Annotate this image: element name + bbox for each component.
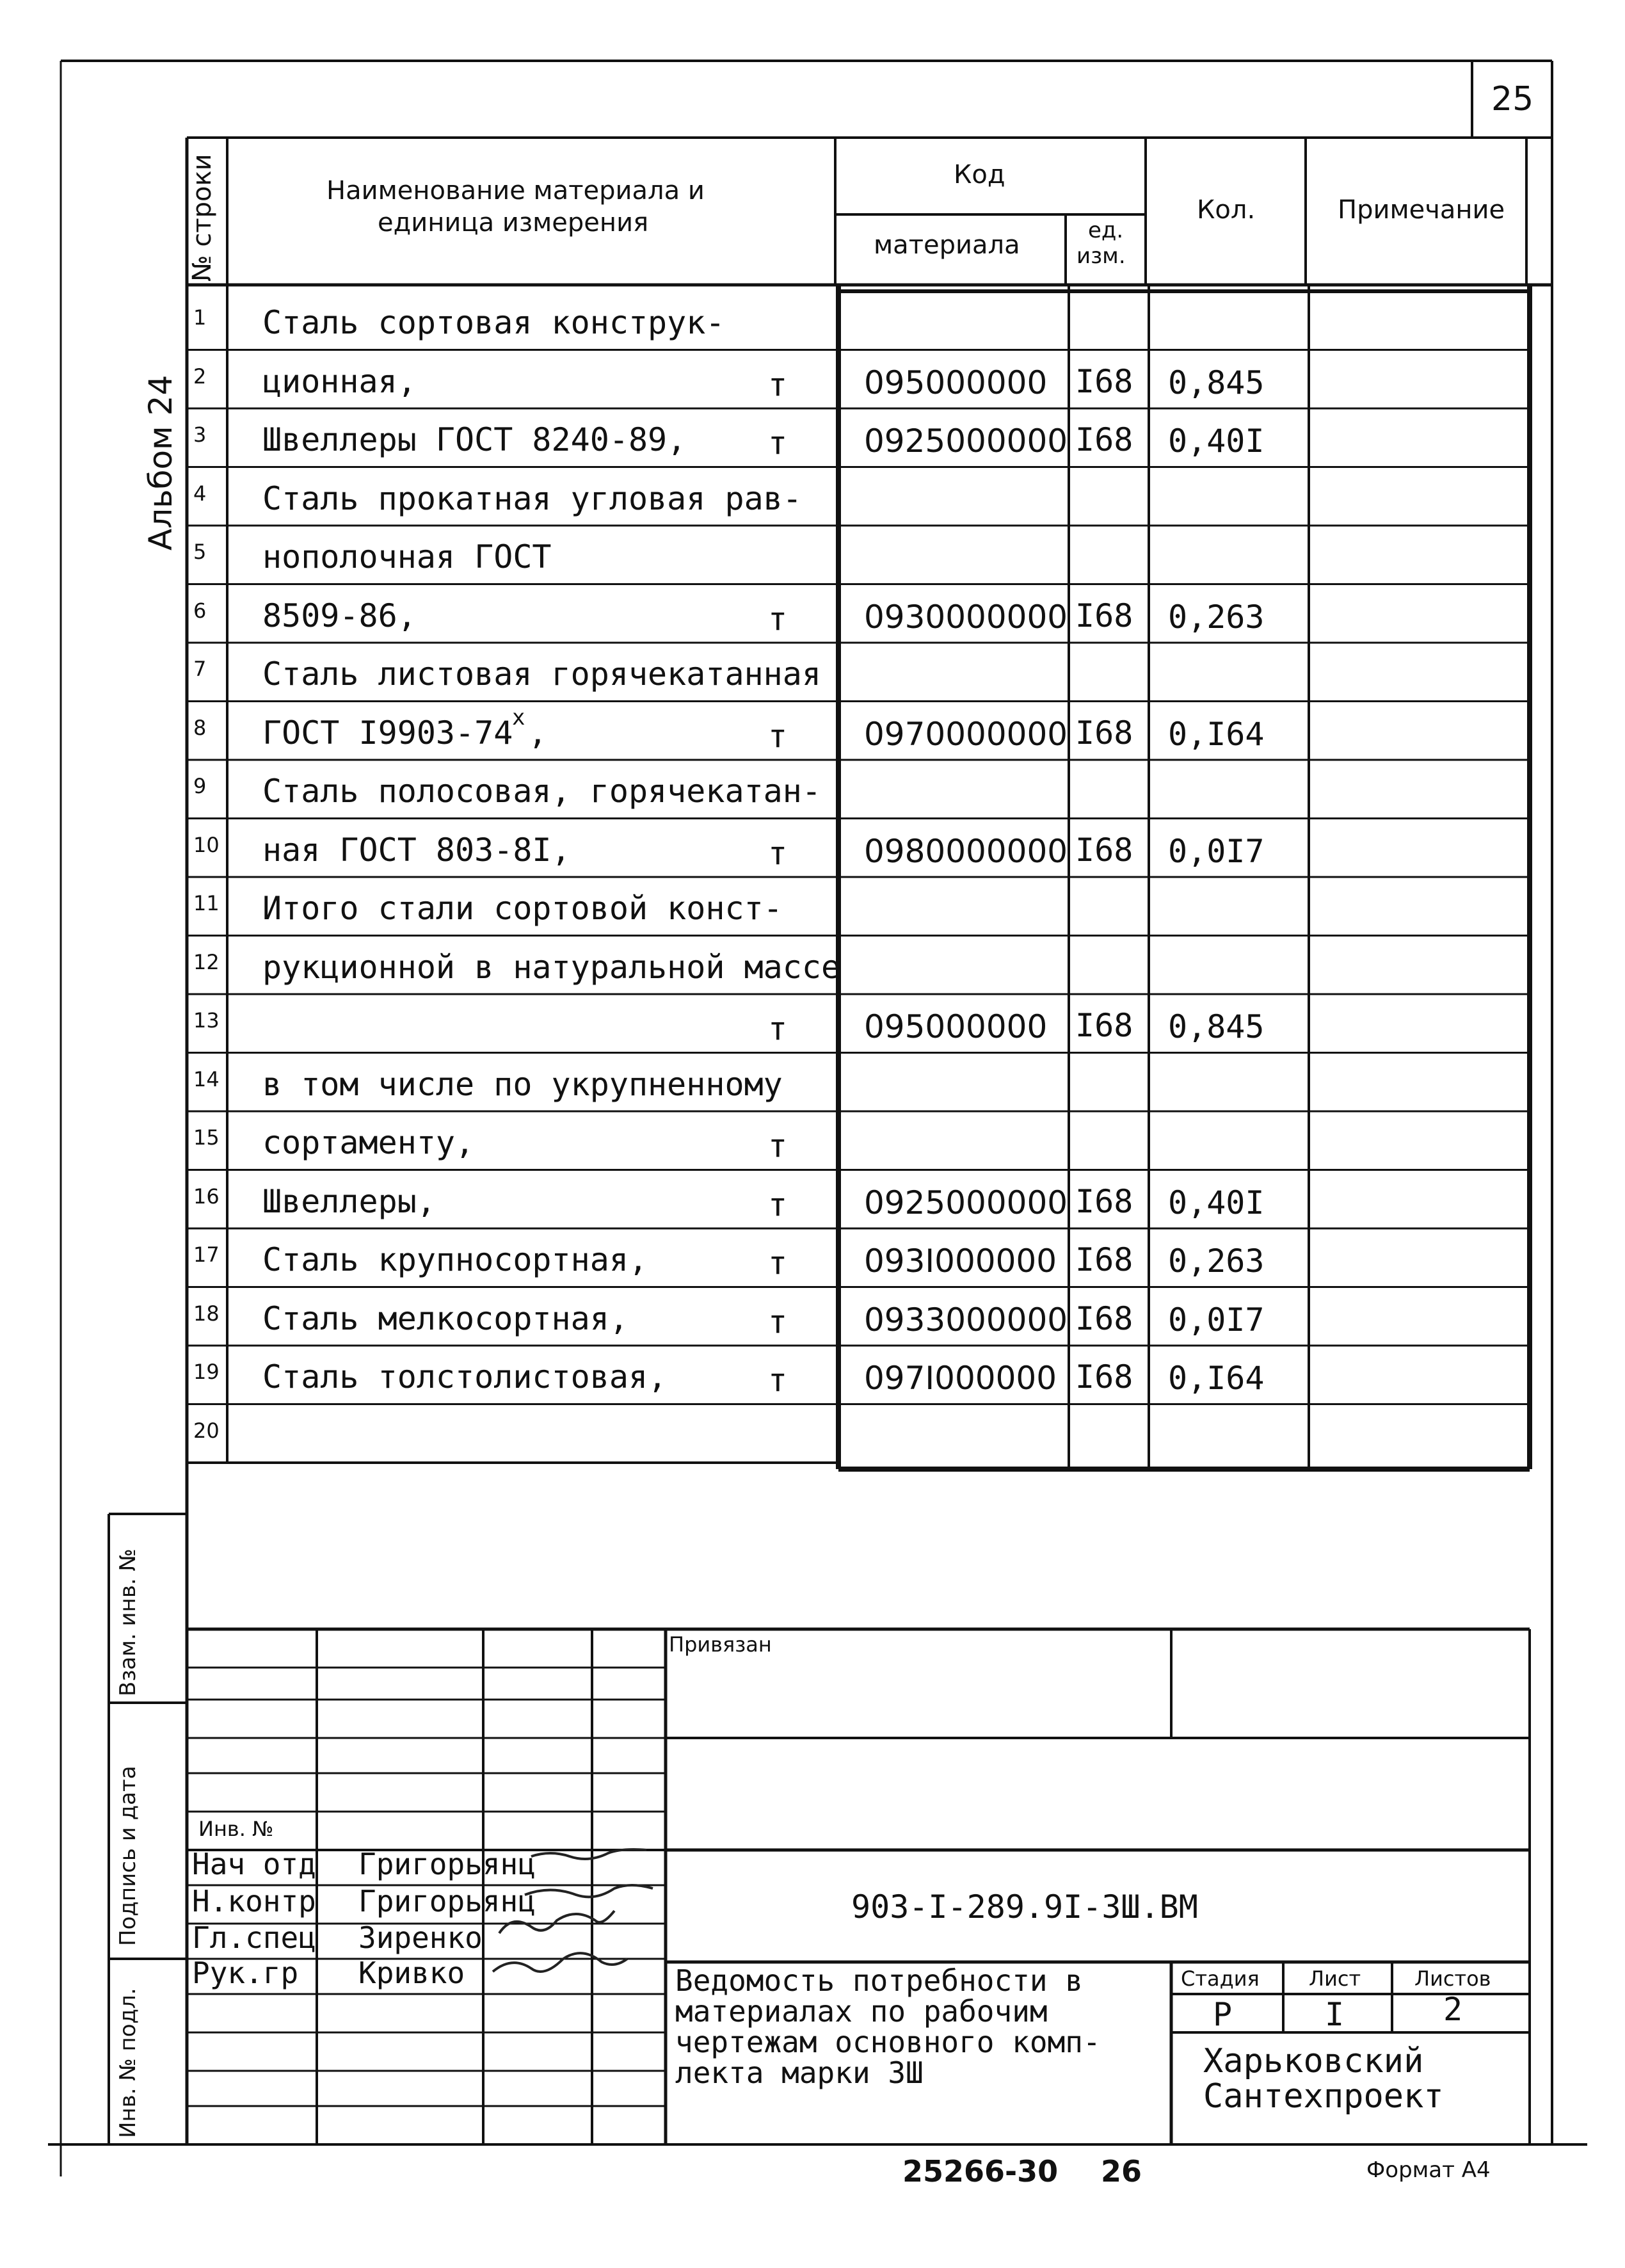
row-material-name: Сталь крупносортная, (262, 1241, 648, 1278)
row-number: 7 (193, 657, 207, 681)
signer-name: Григорьянц (358, 1847, 536, 1881)
row-quantity: 0,I64 (1168, 715, 1265, 753)
row-material-name: Сталь прокатная угловая рав- (262, 479, 802, 517)
signer-name: Кривко (358, 1956, 465, 1990)
row-quantity: 0,845 (1168, 1008, 1265, 1045)
document-title-line: материалах по рабочим (675, 1994, 1048, 2029)
document-title-line: чертежам основного комп- (675, 2025, 1101, 2059)
row-quantity: 0,40I (1168, 422, 1265, 460)
header-material-code: материала (874, 230, 1020, 260)
row-number: 6 (193, 598, 207, 623)
row-quantity: 0,40I (1168, 1184, 1265, 1221)
archive-number: 25266-30 (902, 2154, 1059, 2189)
row-number: 15 (193, 1125, 220, 1150)
row-uom-code: I68 (1075, 1299, 1133, 1337)
signer-role: Нач отд (192, 1847, 316, 1881)
header-note: Примечание (1338, 195, 1505, 225)
organization-line2: Сантехпроект (1203, 2077, 1444, 2116)
footer-page-number: 26 (1101, 2154, 1142, 2189)
row-unit: т (768, 600, 788, 638)
row-number: 3 (193, 422, 207, 447)
signer-name: Григорьянц (358, 1884, 536, 1918)
row-superscript: х (512, 704, 525, 730)
signer-name: Зиренко (358, 1920, 483, 1955)
row-number: 4 (193, 481, 207, 506)
row-number: 16 (193, 1184, 220, 1209)
stamp-inv-podl: Инв. № подл. (115, 1988, 141, 2138)
row-uom-code: I68 (1075, 597, 1133, 634)
document-code: 903-I-289.9I-3Ш.ВМ (851, 1888, 1198, 1926)
header-qty: Кол. (1197, 195, 1256, 225)
signer-role: Гл.спец (192, 1920, 316, 1955)
row-material-name: сортаменту, (262, 1124, 475, 1161)
row-number: 5 (193, 540, 207, 564)
row-number: 10 (193, 832, 220, 857)
sheet-value: I (1325, 1996, 1345, 2033)
row-uom-code: I68 (1075, 831, 1133, 869)
row-material-name: ционная, (262, 362, 417, 400)
row-superscript-tail: , (528, 714, 548, 752)
row-number: 14 (193, 1066, 220, 1091)
row-quantity: 0,263 (1168, 598, 1265, 636)
row-material-name: ГОСТ I9903-74 (262, 714, 513, 752)
row-material-name: Сталь мелкосортная, (262, 1299, 628, 1337)
row-material-code: 0933000000 (864, 1301, 1068, 1339)
row-number: 17 (193, 1243, 220, 1267)
row-material-name: Итого стали сортовой конст- (262, 890, 783, 927)
sheet-label: Лист (1309, 1966, 1361, 1991)
stage-value: Р (1213, 1996, 1233, 2033)
row-number: 18 (193, 1301, 220, 1326)
header-name-line2: единица измерения (378, 208, 649, 237)
row-material-name: Швеллеры ГОСТ 8240-89, (262, 421, 687, 458)
stamp-vzam: Взам. инв. № (115, 1548, 141, 1696)
row-unit: т (768, 366, 788, 403)
row-number: 11 (193, 891, 220, 915)
row-material-name: Сталь полосовая, горячекатан- (262, 773, 821, 810)
row-material-code: 095000000 (864, 1008, 1048, 1045)
row-quantity: 0,263 (1168, 1243, 1265, 1280)
row-number: 12 (193, 949, 220, 974)
row-material-name: рукционной в натуральной массе (262, 948, 841, 986)
row-number: 13 (193, 1008, 220, 1033)
row-uom-code: I68 (1075, 1241, 1133, 1278)
row-unit: т (768, 1127, 788, 1164)
row-unit: т (768, 1362, 788, 1399)
privyazan-label: Привязан (669, 1632, 772, 1657)
row-unit: т (768, 424, 788, 462)
row-material-code: 0925000000 (864, 1184, 1068, 1221)
row-uom-code: I68 (1075, 362, 1133, 400)
document-title-line: лекта марки 3Ш (675, 2055, 924, 2090)
sheets-value: 2 (1443, 1991, 1463, 2028)
row-unit: т (768, 1303, 788, 1340)
row-uom-code: I68 (1075, 714, 1133, 752)
sheets-label: Листов (1414, 1966, 1491, 1991)
row-unit: т (768, 1186, 788, 1223)
signer-role: Н.контр (192, 1884, 316, 1918)
row-material-code: 095000000 (864, 364, 1048, 401)
row-material-code: 0970000000 (864, 715, 1068, 753)
row-unit: т (768, 717, 788, 755)
row-material-code: 0930000000 (864, 598, 1068, 636)
row-unit: т (768, 834, 788, 872)
inv-no-label: Инв. № (198, 1817, 274, 1841)
row-uom-code: I68 (1075, 1182, 1133, 1220)
album-label: Альбом 24 (142, 374, 179, 551)
header-row-no: № строки (188, 154, 217, 282)
row-number: 2 (193, 364, 207, 389)
row-material-code: 0925000000 (864, 422, 1068, 460)
signer-role: Рук.гр (192, 1956, 299, 1990)
row-quantity: 0,845 (1168, 364, 1265, 401)
header-code: Код (954, 160, 1005, 189)
row-material-code: 0980000000 (864, 832, 1068, 870)
row-material-code: 093I000000 (864, 1243, 1057, 1280)
row-number: 9 (193, 774, 207, 798)
row-material-name: в том числе по укрупненному (262, 1065, 783, 1103)
stage-label: Стадия (1181, 1966, 1260, 1991)
row-quantity: 0,I64 (1168, 1360, 1265, 1397)
row-material-name: Сталь толстолистовая, (262, 1358, 668, 1395)
row-quantity: 0,0I7 (1168, 1301, 1265, 1339)
stamp-podpis: Подпись и дата (115, 1765, 141, 1946)
row-number: 19 (193, 1360, 220, 1384)
row-uom-code: I68 (1075, 421, 1133, 458)
header-unit-line1: ед. (1088, 218, 1124, 243)
row-material-name: Швеллеры, (262, 1182, 436, 1220)
row-material-name: Сталь сортовая конструк- (262, 304, 725, 341)
row-unit: т (768, 1010, 788, 1047)
row-material-name: Сталь листовая горячекатанная (262, 655, 821, 693)
header-name-line1: Наименование материала и (326, 176, 705, 205)
header-unit-line2: изм. (1077, 243, 1126, 269)
row-material-name: нополочная ГОСТ (262, 538, 552, 575)
row-quantity: 0,0I7 (1168, 832, 1265, 870)
row-number: 8 (193, 715, 207, 740)
organization-line1: Харьковский (1203, 2042, 1424, 2080)
row-material-name: ная ГОСТ 803-8I, (262, 831, 571, 869)
row-number: 20 (193, 1418, 220, 1443)
row-uom-code: I68 (1075, 1007, 1133, 1044)
row-unit: т (768, 1244, 788, 1282)
format-label: Формат А4 (1366, 2157, 1491, 2183)
document-title-line: Ведомость потребности в (675, 1963, 1083, 1998)
page-number: 25 (1491, 80, 1534, 118)
row-material-name: 8509-86, (262, 597, 417, 634)
row-number: 1 (193, 305, 207, 330)
row-material-code: 097I000000 (864, 1360, 1057, 1397)
row-uom-code: I68 (1075, 1358, 1133, 1395)
